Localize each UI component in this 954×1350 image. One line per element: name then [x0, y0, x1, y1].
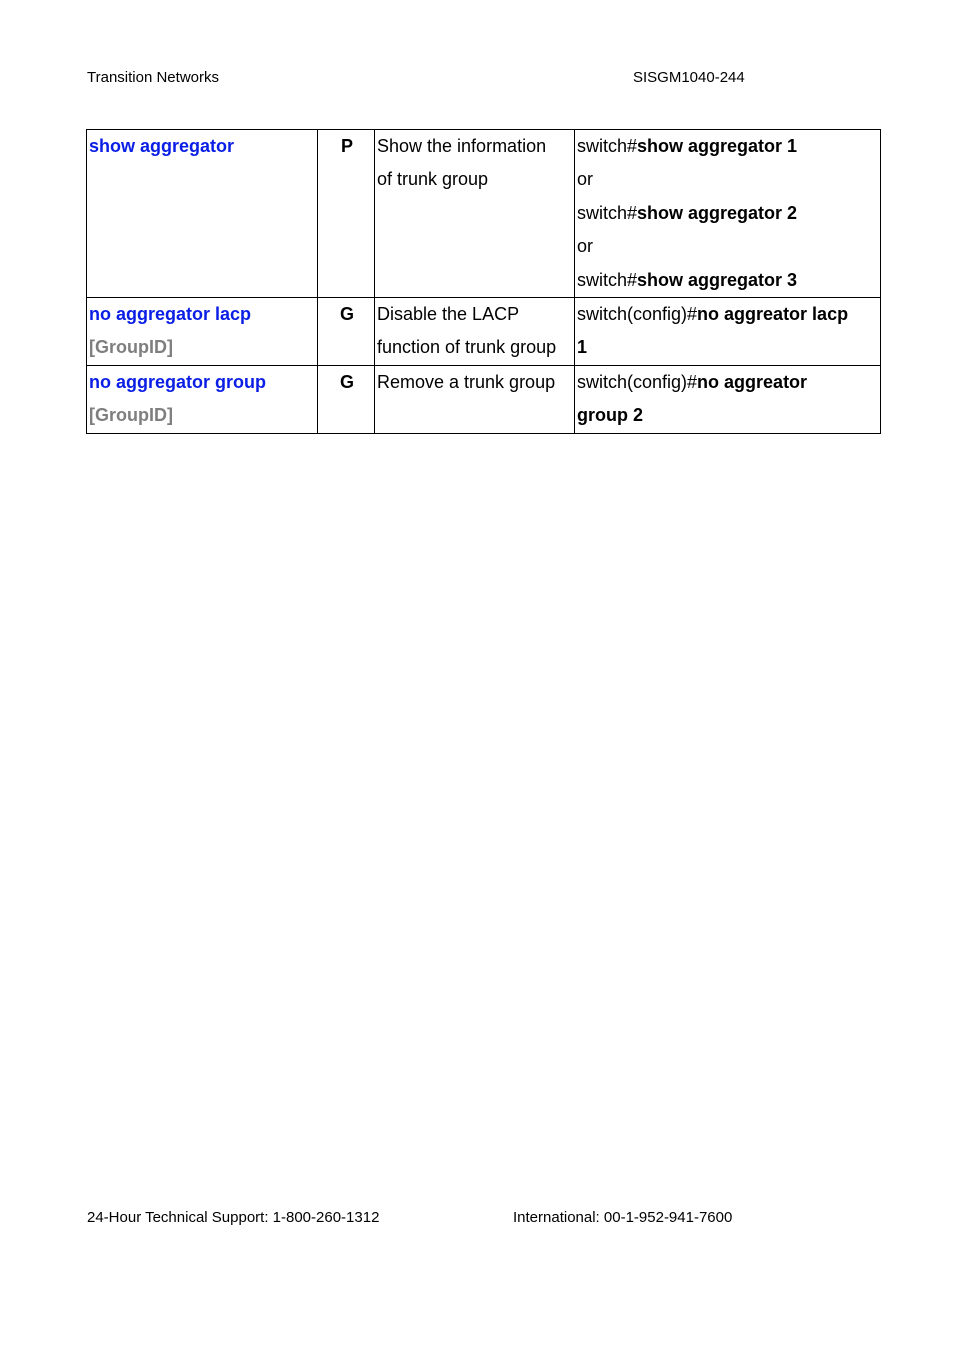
description-cell [375, 130, 575, 298]
command-param: [GroupID] [89, 405, 173, 426]
mode-cell: G [318, 298, 375, 366]
table-row [87, 130, 881, 298]
description-line: Remove a trunk group [377, 371, 556, 392]
footer-international: International: 00-1-952-941-7600 [513, 1209, 733, 1226]
description-line: Disable the LACP [377, 304, 520, 325]
example-line: switch#show aggregator 2 [577, 202, 798, 223]
header-company: Transition Networks [87, 69, 219, 86]
example-cell [575, 298, 881, 366]
description-line: of trunk group [377, 169, 489, 190]
example-line: switch(config)#no aggreator [577, 371, 808, 392]
mode-cell: G [318, 365, 375, 433]
example-line: switch(config)#no aggreator lacp [577, 304, 849, 325]
example-line: group 2 [577, 405, 643, 426]
description-line: Show the information [377, 136, 547, 156]
example-line: or [577, 169, 594, 190]
example-line: switch#show aggregator 3 [577, 269, 798, 290]
description-line: function of trunk group [377, 337, 557, 358]
description-cell [375, 365, 575, 433]
footer-support: 24-Hour Technical Support: 1-800-260-1312 [87, 1209, 380, 1226]
header-model: SISGM1040-244 [633, 69, 745, 86]
command-name: show aggregator [89, 136, 235, 156]
command-table [86, 129, 881, 434]
mode-cell: P [318, 130, 375, 298]
example-line: 1 [577, 337, 588, 358]
example-cell [575, 130, 881, 298]
example-line: or [577, 236, 594, 257]
command-param: [GroupID] [89, 337, 173, 358]
table-row [87, 365, 881, 433]
command-cell [87, 130, 318, 298]
command-name: no aggregator lacp [89, 304, 252, 325]
example-line: switch#show aggregator 1 [577, 136, 798, 156]
table-row [87, 298, 881, 366]
command-cell [87, 298, 318, 366]
description-cell [375, 298, 575, 366]
example-cell [575, 365, 881, 433]
command-cell [87, 365, 318, 433]
command-name: no aggregator group [89, 371, 266, 392]
